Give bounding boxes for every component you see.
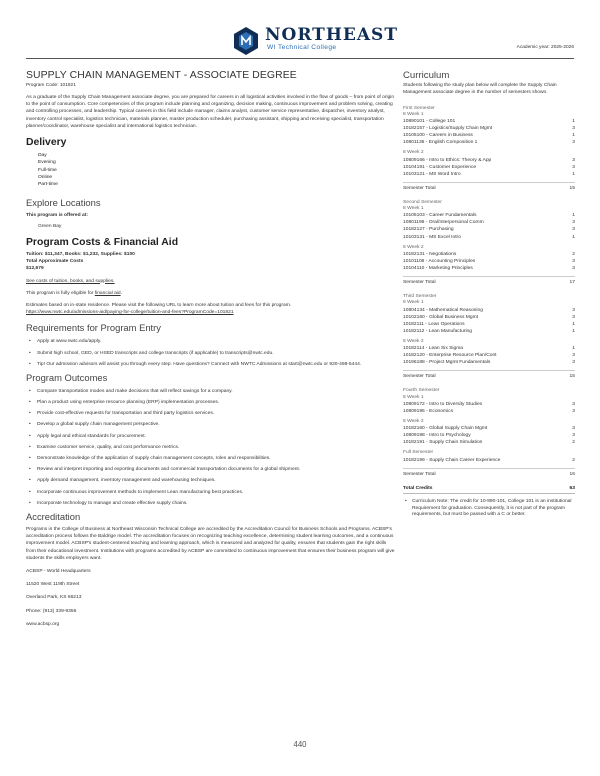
semester-block bbox=[403, 388, 575, 477]
total-credits-label: Total Credits bbox=[403, 485, 433, 491]
week-label: 8 Week 1 bbox=[403, 300, 424, 306]
list-item: • Incorporate technology to manage and create effective supply chains. bbox=[26, 500, 396, 507]
semester-total-label: Semester Total bbox=[403, 280, 436, 286]
semester-block bbox=[403, 200, 575, 286]
course-credits: 3 bbox=[572, 227, 575, 233]
list-item: • Demonstrate knowledge of the application of supply chain management concepts, roles and responsibilities. bbox=[26, 455, 396, 462]
week-label: 8 Week 2 bbox=[403, 150, 424, 156]
semester-total-row bbox=[403, 182, 575, 192]
course-row bbox=[403, 457, 575, 464]
course-row bbox=[403, 132, 575, 139]
week-label: 8 Week 1 bbox=[403, 111, 424, 117]
course-row bbox=[403, 401, 575, 408]
delivery-item: Evening bbox=[38, 160, 56, 166]
week-label: 8 Week 2 bbox=[403, 338, 424, 344]
requirements-heading: Requirements for Program Entry bbox=[26, 322, 161, 334]
list-item: • Apply at www.nwtc.edu/apply. bbox=[26, 338, 396, 345]
page-number: 440 bbox=[293, 740, 307, 749]
course-name: 10182131 - Negotiations bbox=[403, 251, 457, 257]
course-credits: 1 bbox=[572, 321, 575, 327]
list-item: • Review and interpret importing and exporting documents and commercial transportation documents for a global shipment. bbox=[26, 466, 396, 473]
total-costs-label: Total Approximate Costs bbox=[26, 259, 84, 265]
financial-aid-link[interactable]: financial aid bbox=[94, 290, 121, 296]
logo-name: NORTHEAST bbox=[265, 25, 398, 45]
course-row bbox=[403, 439, 575, 446]
course-name: 10102160 - Global Business Mgmt bbox=[403, 314, 479, 320]
course-row bbox=[403, 234, 575, 241]
week-label: 8 Week 1 bbox=[403, 206, 424, 212]
course-name: 10801196 - Oral/Interpersonal Comm bbox=[403, 220, 484, 226]
course-row bbox=[403, 157, 575, 164]
course-credits: 3 bbox=[572, 126, 575, 132]
see-costs-link[interactable]: See costs of tuition, books, and supplies. bbox=[26, 278, 115, 284]
costs-heading: Program Costs & Financial Aid bbox=[26, 236, 179, 248]
semester-total-value: 15 bbox=[569, 185, 575, 191]
course-credits: 3 bbox=[572, 433, 575, 439]
list-item: • Compare transportation modes and make decisions that will reflect savings for a company. bbox=[26, 388, 396, 395]
course-name: 10105100 - Careers in Business bbox=[403, 133, 473, 139]
course-row bbox=[403, 425, 575, 432]
course-row bbox=[403, 314, 575, 321]
semester-heading: Second Semester bbox=[403, 199, 442, 205]
course-row bbox=[403, 171, 575, 178]
course-credits: 1 bbox=[572, 328, 575, 334]
curriculum-note: • Curriculum Note: The credit for 10-890-101, College 101 is an institutional Requirement for graduation. Consequently, it is not part of the program requirements, but must be passed with a C or better. bbox=[403, 499, 575, 519]
outcomes-heading: Program Outcomes bbox=[26, 371, 108, 383]
semester-total-label: Semester Total bbox=[403, 471, 436, 477]
week-label: 8 Week 2 bbox=[403, 418, 424, 424]
accreditation-heading: Accreditation bbox=[26, 510, 81, 522]
course-row bbox=[403, 125, 575, 132]
week-label: Full Semester bbox=[403, 450, 434, 456]
acbsp-name: ACBSP - World Headquarters bbox=[26, 568, 91, 574]
aid-prefix: This program is fully eligible for bbox=[26, 290, 95, 296]
course-credits: 3 bbox=[572, 360, 575, 366]
list-item: • Develop a global supply chain management perspective. bbox=[26, 421, 396, 428]
course-row bbox=[403, 345, 575, 352]
acbsp-city: Overland Park, KS 66213 bbox=[26, 595, 82, 601]
logo-subtitle: WI Technical College bbox=[267, 44, 337, 51]
semester-total-label: Semester Total bbox=[403, 374, 436, 380]
offered-label: This program is offered at: bbox=[26, 212, 88, 218]
semester-heading: Fourth Semester bbox=[403, 388, 440, 394]
course-credits: 3 bbox=[572, 408, 575, 414]
header-divider bbox=[26, 58, 574, 59]
course-name: 10182199 - Supply Chain Career Experience bbox=[403, 457, 501, 463]
course-credits: 1 bbox=[572, 133, 575, 139]
course-row bbox=[403, 118, 575, 125]
delivery-item: Full-time bbox=[38, 167, 57, 173]
course-row bbox=[403, 219, 575, 226]
total-credits-row bbox=[403, 485, 575, 494]
course-name: 10809198 - Intro to Psychology bbox=[403, 433, 471, 439]
course-row bbox=[403, 258, 575, 265]
requirements-list bbox=[26, 338, 396, 367]
course-credits: 3 bbox=[572, 157, 575, 163]
curriculum-description: Students following the study plan below will complete the Supply Chain Management associate degree in the number of semesters shown. bbox=[403, 83, 557, 95]
total-costs-value: $12,679 bbox=[26, 266, 44, 272]
course-row bbox=[403, 328, 575, 335]
outcomes-list bbox=[26, 388, 396, 507]
course-row bbox=[403, 359, 575, 366]
course-name: 10103121 - MS Word Intro bbox=[403, 171, 461, 177]
location-item: Green Bay bbox=[38, 223, 62, 229]
program-code: Program Code: 101821 bbox=[26, 83, 76, 88]
course-credits: 3 bbox=[572, 353, 575, 359]
total-credits-value: 63 bbox=[569, 485, 575, 491]
semester-total-label: Semester Total bbox=[403, 185, 436, 191]
academic-year: Academic year: 2025-2026 bbox=[516, 45, 574, 50]
course-name: 10801136 - English Composition 1 bbox=[403, 140, 478, 146]
course-credits: 1 bbox=[572, 346, 575, 352]
list-item: • Plan a product using enterprise resource planning (ERP) implementation processes. bbox=[26, 399, 396, 406]
accreditation-text: Programs in the College of Business at Northeast Wisconsin Technical College are accredited by the Accreditation Council for Business Schools and Programs. ACBSP's accreditation process follows the Baldrige model. The accreditation focuses on recognizing teaching excellence, determining student learning outcomes, and a continuous improvement model. ACBSP's student-centered teaching and learning approach, which is measured and analyzed for quality, ensures that students gain the right skills from their educational investment. Institutions with programs accredited by ACBSP are committed to continuous improvement that ensures their business program will give students the skills employers want. bbox=[26, 526, 395, 561]
week-label: 8 Week 2 bbox=[403, 244, 424, 250]
course-row bbox=[403, 352, 575, 359]
course-row bbox=[403, 212, 575, 219]
delivery-item: Online bbox=[38, 174, 53, 180]
list-item: • Submit high school, GED, or HSED transcripts and college transcripts (if applicable) to transcripts@nwtc.edu. bbox=[26, 350, 396, 357]
course-row bbox=[403, 408, 575, 415]
course-name: 10182191 - Supply Chain Simulation bbox=[403, 440, 483, 446]
course-name: 10890101 - College 101 bbox=[403, 119, 456, 124]
page-title: SUPPLY CHAIN MANAGEMENT - ASSOCIATE DEGREE bbox=[26, 70, 297, 81]
semester-heading: First Semester bbox=[403, 105, 435, 111]
course-name: 10182120 - Enterprise Resource Plan/Cont bbox=[403, 353, 497, 359]
course-credits: 3 bbox=[572, 258, 575, 264]
curriculum-heading: Curriculum bbox=[403, 70, 450, 81]
program-intro: As a graduate of the Supply Chain Management associate degree, you are prepared for careers in all logistical activities involved in the flow of goods – from point of origin to the point of consumption. Core competencies of this program include planning and organizing, decision making, continuous improvement and problem solving, creating and controlling processes, and leadership. Typical careers in this field include manager, claims analyst, customer service representative, dispatcher, inventory analyst, inventory control specialist, logistics technician, materials planner, master production scheduler, purchasing assistant, shipping and receiving specialist, transportation planner/coordinator, warehouse specialist and international logistics technician. bbox=[26, 95, 395, 129]
delivery-item: Day bbox=[38, 153, 47, 159]
locations-heading: Explore Locations bbox=[26, 196, 101, 208]
course-row bbox=[403, 139, 575, 146]
delivery-heading: Delivery bbox=[26, 137, 67, 149]
course-credits: 2 bbox=[572, 440, 575, 446]
semester-total-row bbox=[403, 370, 575, 380]
acbsp-street: 11520 West 119th Street bbox=[26, 582, 80, 588]
tuition-line: Tuition: $11,347, Books: $1,232, Supplies: $100 bbox=[26, 251, 135, 257]
course-credits: 2 bbox=[572, 457, 575, 463]
course-credits: 3 bbox=[572, 401, 575, 407]
course-row bbox=[403, 265, 575, 272]
course-name: 10809166 - Intro to Ethics: Theory & App bbox=[403, 157, 492, 163]
semester-total-row bbox=[403, 276, 575, 286]
course-name: 10182160 - Global Supply Chain Mgmt bbox=[403, 426, 488, 432]
course-credits: 1 bbox=[572, 213, 575, 219]
course-name: 10182127 - Purchasing bbox=[403, 227, 454, 233]
course-name: 10196188 - Project Mgmt Fundamentals bbox=[403, 360, 491, 366]
course-row bbox=[403, 251, 575, 258]
list-item: • Tip! Our admission advisors will assist you through every step. Have questions? Connect with NWTC Admissions at start@nwtc.edu or 920-498-5444. bbox=[26, 361, 396, 368]
course-name: 10804134 - Mathematical Reasoning bbox=[403, 307, 483, 313]
course-name: 10104191 - Customer Experience bbox=[403, 164, 477, 170]
course-row bbox=[403, 321, 575, 328]
semester-total-value: 16 bbox=[569, 471, 575, 477]
course-credits: 3 bbox=[572, 266, 575, 272]
course-name: 10182112 - Lean Manufacturing bbox=[403, 328, 472, 334]
semester-heading: Third Semester bbox=[403, 294, 437, 300]
course-name: 10182114 - Lean Six Sigma bbox=[403, 346, 463, 352]
course-credits: 1 bbox=[572, 171, 575, 177]
course-name: 10182111 - Lean Operations bbox=[403, 321, 465, 327]
estimates-text: Estimates based on in-state residence. Please visit the following URL to learn more about tuition and fees for this program. bbox=[26, 302, 292, 308]
acbsp-website: www.acbsp.org bbox=[26, 621, 60, 627]
course-row bbox=[403, 307, 575, 314]
semester-total-row bbox=[403, 468, 575, 478]
tuition-url-link[interactable]: https://www.nwtc.edu/admissions-aid/paying-for-college/tuition-and-fees?ProgramCode=101821 bbox=[26, 310, 234, 316]
course-row bbox=[403, 164, 575, 171]
list-item: • Incorporate continuous improvement methods to implement Lean manufacturing best practices. bbox=[26, 489, 396, 496]
course-credits: 3 bbox=[572, 426, 575, 432]
semester-total-value: 17 bbox=[569, 280, 575, 286]
course-credits: 2 bbox=[572, 251, 575, 257]
course-row bbox=[403, 432, 575, 439]
course-credits: 3 bbox=[572, 314, 575, 320]
acbsp-phone: Phone: (913) 339-9356 bbox=[26, 608, 77, 614]
week-label: 8 Week 1 bbox=[403, 394, 424, 400]
course-name: 10809195 - Economics bbox=[403, 408, 454, 414]
curriculum-panel bbox=[403, 70, 575, 519]
semester-list bbox=[403, 106, 575, 478]
semester-block bbox=[403, 106, 575, 192]
course-credits: 1 bbox=[572, 119, 575, 124]
course-name: 10101106 - Accounting Principles bbox=[403, 258, 476, 264]
course-row bbox=[403, 226, 575, 233]
delivery-list bbox=[38, 152, 396, 188]
semester-block bbox=[403, 294, 575, 380]
course-credits: 3 bbox=[572, 164, 575, 170]
college-logo bbox=[232, 25, 398, 56]
course-credits: 1 bbox=[572, 234, 575, 240]
list-item: • Apply demand management, inventory management and warehousing techniques. bbox=[26, 477, 396, 484]
aid-suffix: . bbox=[120, 290, 122, 296]
course-name: 10809172 - Intro to Diversity Studies bbox=[403, 401, 483, 407]
financial-aid-line bbox=[26, 290, 396, 297]
course-credits: 3 bbox=[572, 220, 575, 226]
list-item: • Examine customer service, quality, and cost performance metrics. bbox=[26, 444, 396, 451]
list-item: • Apply legal and ethical standards for procurement. bbox=[26, 433, 396, 440]
course-name: 10105103 - Career Fundamentals bbox=[403, 213, 477, 219]
course-credits: 3 bbox=[572, 307, 575, 313]
program-details bbox=[26, 70, 396, 628]
course-name: 10104110 - Marketing Principles bbox=[403, 266, 473, 272]
semester-total-value: 15 bbox=[569, 374, 575, 380]
course-name: 10182157 - Logistics/Supply Chain Mgmt bbox=[403, 126, 493, 132]
list-item: • Provide cost-effective requests for transportation and third party logistics services. bbox=[26, 410, 396, 417]
delivery-item: Part-time bbox=[38, 182, 58, 188]
northeast-logo-icon bbox=[232, 26, 260, 56]
course-credits: 3 bbox=[572, 140, 575, 146]
course-name: 10103131 - MS Excel Intro bbox=[403, 234, 461, 240]
